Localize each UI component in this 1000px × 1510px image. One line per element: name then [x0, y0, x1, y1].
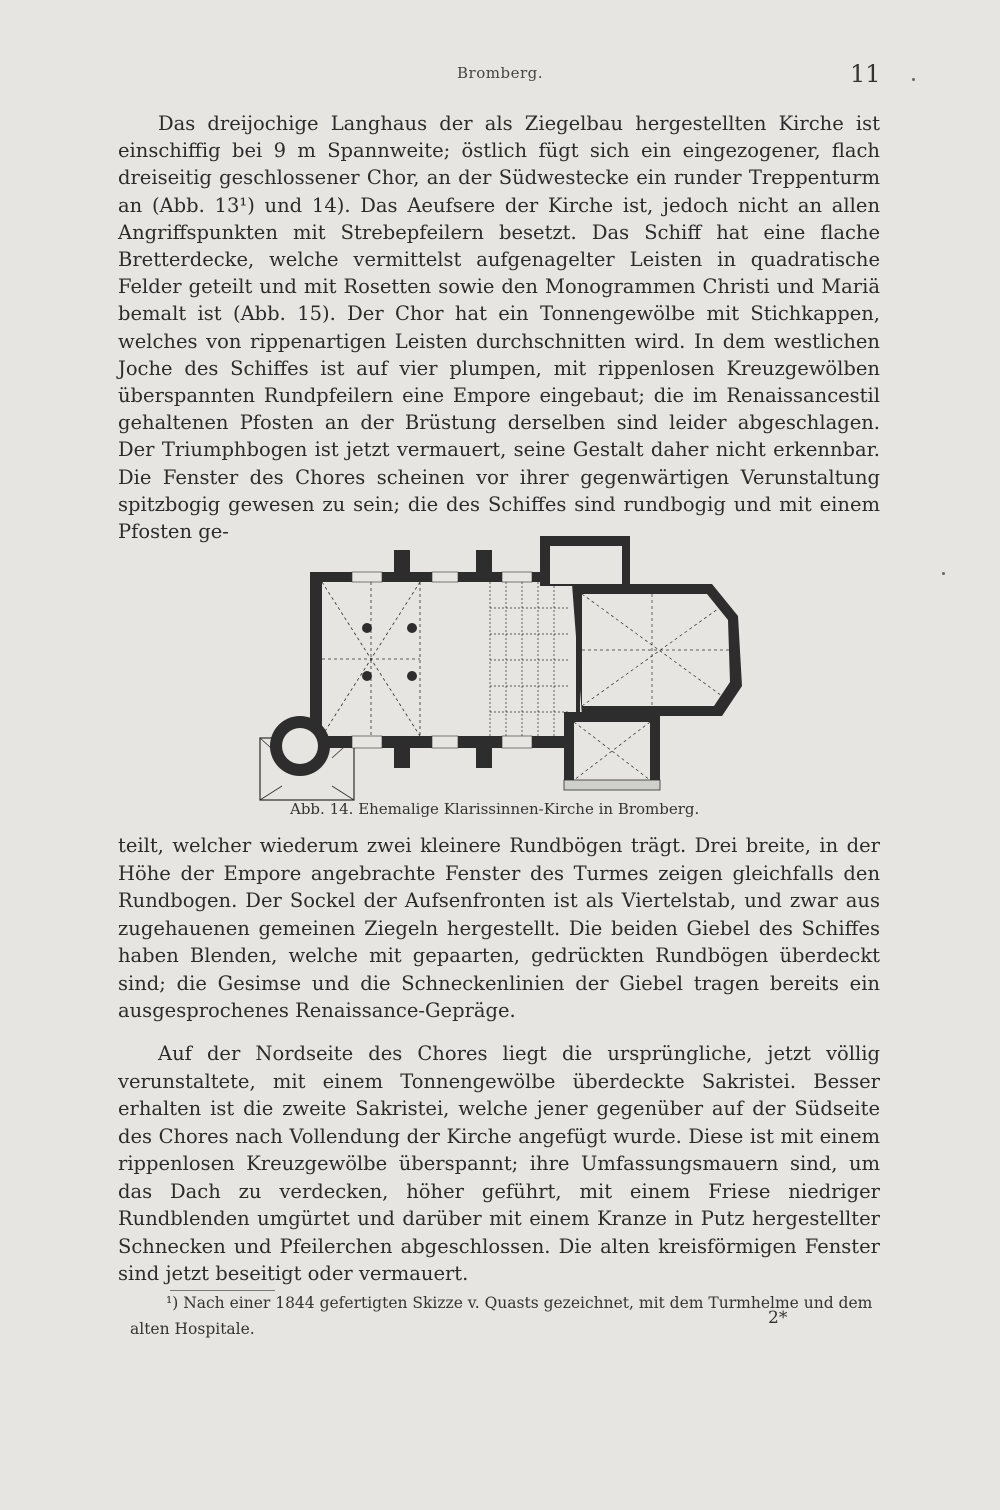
body-paragraph-2: teilt, welcher wiederum zwei kleinere Rundbögen trägt. Drei breite, in der Höhe der Empore angebrachte Fenster des Turmes zeigen gleichfalls den Rundbogen. Der Sockel der Aufsenfronten ist als Viertelstab, und zwar aus zugehauenen gemeinen Ziegeln hergestellt. Die beiden Giebel des Schiffes haben Blenden, welche mit gepaarten, gedrückten Rundbögen überdeckt sind; die Gesimse und die Schneckenlinien der Giebel tragen bereits ein ausgesprochenes Renaissance-Gepräge. [118, 834, 880, 1022]
footnote: ¹) Nach einer 1844 gefertigten Skizze v. Quasts gezeichnet, mit dem Turmhelme und dem alten Hospitale. [130, 1294, 873, 1338]
page-number: 11 [850, 60, 881, 88]
body-paragraph-3: Auf der Nordseite des Chores liegt die ursprüngliche, jetzt völlig verunstaltete, mit einem Tonnengewölbe überdeckte Sakristei. Besser erhalten ist die zweite Sakristei, welche jener gegenüber auf der Südseite des Chores nach Vollendung der Kirche angefügt wurde. Diese ist mit einem rippenlosen Kreuzgewölbe überspannt; ihre Umfassungsmauern sind, um das Dach zu verdecken, höher geführt, mit einem Friese niedriger Rundblenden umgürtet und darüber mit einem Kranze in Putz hergestellter Schnecken und Pfeilerchen abgeschlossen. Die alten kreisförmigen Fenster sind jetzt beseitigt oder vermauert. [118, 1042, 880, 1285]
paper-speck [942, 572, 945, 575]
floor-plan-drawing [260, 536, 742, 800]
running-header-title: Bromberg. [457, 64, 543, 82]
body-paragraph-1: Das dreijochige Langhaus der als Ziegelbau hergestellten Kirche ist einschiffig bei 9 m Spannweite; östlich fügt sich ein eingezogener, flach dreiseitig geschlossener Chor, an der Südwestecke ein runder Treppenturm an (Abb. 13¹) und 14). Das Aeufsere der Kirche ist, jedoch nicht an allen Angriffspunkten mit Strebepfeilern besetzt. Das Schiff hat eine flache Bretterdecke, welche vermittelst aufgenagelter Leisten in quadratische Felder geteilt und mit Rosetten sowie den Monogrammen Christi und Mariä bemalt ist (Abb. 15). Der Chor hat ein Tonnengewölbe mit Stichkappen, welches von rippenartigen Leisten durchschnitten wird. In dem westlichen Joche des Schiffes ist auf vier plumpen, mit rippenlosen Kreuzgewölben überspannten Rundpfeilern eine Empore eingebaut; die im Renaissancestil gehaltenen Pfosten an der Brüstung derselben sind leider abgeschlagen. Der Triumphbogen ist jetzt vermauert, seine Gestalt daher nicht erkennbar. Die Fenster des Chores scheinen vor ihrer gegenwärtigen Verunstaltung spitzbogig gewesen zu sein; die des Schiffes sind rundbogig und mit einem Pfosten ge- [118, 112, 880, 544]
paper-speck [912, 78, 915, 81]
signature-mark: 2* [768, 1308, 788, 1328]
floor-plan-figure [252, 536, 760, 806]
figure-caption: Abb. 14. Ehemalige Klarissinnen-Kirche in Bromberg. [290, 800, 700, 818]
